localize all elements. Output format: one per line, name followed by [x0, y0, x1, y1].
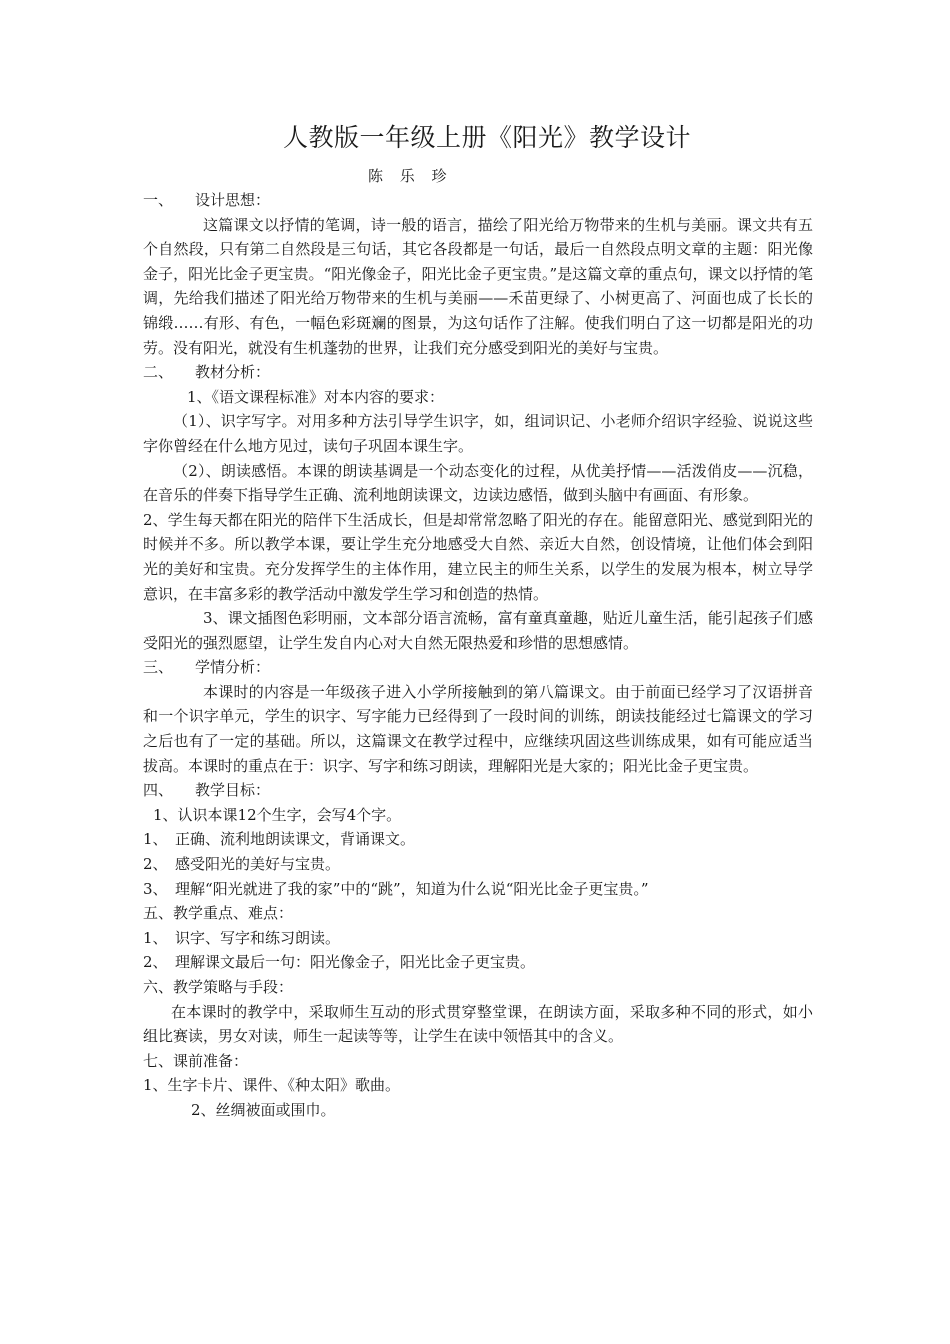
list-item-key-point: 2、 理解课文最后一句：阳光像金子，阳光比金子更宝贵。: [143, 953, 536, 972]
list-item-goal: 3、 理解“阳光就进了我的家”中的“跳”，知道为什么说“阳光比金子更宝贵。”: [143, 879, 649, 898]
section-heading-material-analysis: [143, 360, 813, 385]
paragraph-curriculum-standard: 1、《语文课程标准》对本内容的要求：: [187, 387, 445, 406]
paragraph-reading: （2）、朗读感悟。本课的朗读基调是一个动态变化的过程，从优美抒情——活泼俏皮——沉稳，在音乐的伴奏下指导学生正确、流利地朗读课文，边读边感悟，做到头脑中有画面、有形象。: [143, 461, 813, 505]
list-item-goal: 2、 感受阳光的美好与宝贵。: [143, 855, 341, 874]
paragraph-illustrations: 3、课文插图色彩明丽，文本部分语言流畅，富有童真童趣，贴近儿童生活，能引起孩子们感受阳光的强烈愿望，让学生发自内心对大自然无限热爱和珍惜的思想感情。: [143, 609, 813, 652]
list-item-preparation: 2、丝绸被面或围巾。: [191, 1100, 336, 1119]
section-heading-preparation: 七、课前准备：: [143, 1051, 249, 1070]
list-item-key-point: 1、 识字、写字和练习朗读。: [143, 928, 341, 947]
section-label: 教学目标：: [195, 781, 271, 800]
paragraph-literacy: （1）、识字写字。对用多种方法引导学生识字，如，组词识记、小老师介绍识字经验、说说这些字你曾经在什么地方见过，读句子巩固本课生字。: [143, 412, 813, 455]
document-content: [143, 120, 813, 1123]
section-number: 四、: [143, 781, 174, 800]
list-item-goal: 1、认识本课12个生字，会写4个字。: [153, 805, 402, 824]
document-author: 陈 乐 珍: [368, 167, 453, 185]
section-label: 设计思想：: [195, 191, 271, 209]
section-heading-strategy: 六、教学策略与手段：: [143, 978, 294, 996]
paragraph-strategy: 在本课时的教学中，采取师生互动的形式贯穿整堂课，在朗读方面，采取多种不同的形式，如小组比赛读，男女对读，师生一起读等等，让学生在读中领悟其中的含义。: [143, 1002, 813, 1046]
section-heading-key-points: 五、教学重点、难点：: [143, 904, 294, 923]
paragraph-learner-analysis: 本课时的内容是一年级孩子进入小学所接触到的第八篇课文。由于前面已经学习了汉语拼音和一个识字单元，学生的识字、写字能力已经得到了一段时间的训练，朗读技能经过七篇课文的学习之后也有了一定的基础。所以，这篇课文在教学过程中，应继续巩固这些训练成果，如有可能应适当拔高。本课时的重点在于：识字、写字和练习朗读，理解阳光是大家的；阳光比金子更宝贵。: [143, 682, 813, 775]
list-item-goal: 1、 正确、流利地朗读课文，背诵课文。: [143, 830, 416, 849]
section-label: 学情分析：: [195, 658, 271, 677]
document-title: 人教版一年级上册《阳光》教学设计: [282, 123, 691, 152]
paragraph-design-thinking: 这篇课文以抒情的笔调，诗一般的语言，描绘了阳光给万物带来的生机与美丽。课文共有五个自然段，只有第二自然段是三句话，其它各段都是一句话，最后一自然段点明文章的主题：阳光像金子，阳光比金子更宝贵。“阳光像金子，阳光比金子更宝贵。”是这篇文章的重点句，课文以抒情的笔调，先给我们描述了阳光给万物带来的生机与美丽——禾苗更绿了、小树更高了、河面也成了长长的锦缎……有形、有色，一幅色彩斑斓的图景，为这句话作了注解。使我们明白了这一切都是阳光的功劳。没有阳光，就没有生机蓬勃的世界，让我们充分感受到阳光的美好与宝贵。: [143, 215, 813, 357]
section-number: 三、: [143, 658, 174, 677]
list-item-preparation: 1、生字卡片、课件、《种太阳》歌曲。: [143, 1076, 401, 1095]
paragraph-student-life: 2、学生每天都在阳光的陪伴下生活成长，但是却常常忽略了阳光的存在。能留意阳光、感觉到阳光的时候并不多。所以教学本课，要让学生充分地感受大自然、亲近大自然，创设情境，让他们体会到阳光的美好和宝贵。充分发挥学生的主体作用，建立民主的师生关系，以学生的发展为根本，树立导学意识，在丰富多彩的教学活动中激发学生学习和创造的热情。: [143, 510, 813, 603]
section-heading-design-thinking: [143, 188, 813, 213]
section-heading-teaching-goals: [143, 778, 813, 803]
section-heading-learner-analysis: [143, 655, 813, 680]
section-number: 二、: [143, 363, 174, 382]
section-number: 一、: [143, 191, 174, 209]
section-label: 教材分析：: [195, 363, 271, 382]
